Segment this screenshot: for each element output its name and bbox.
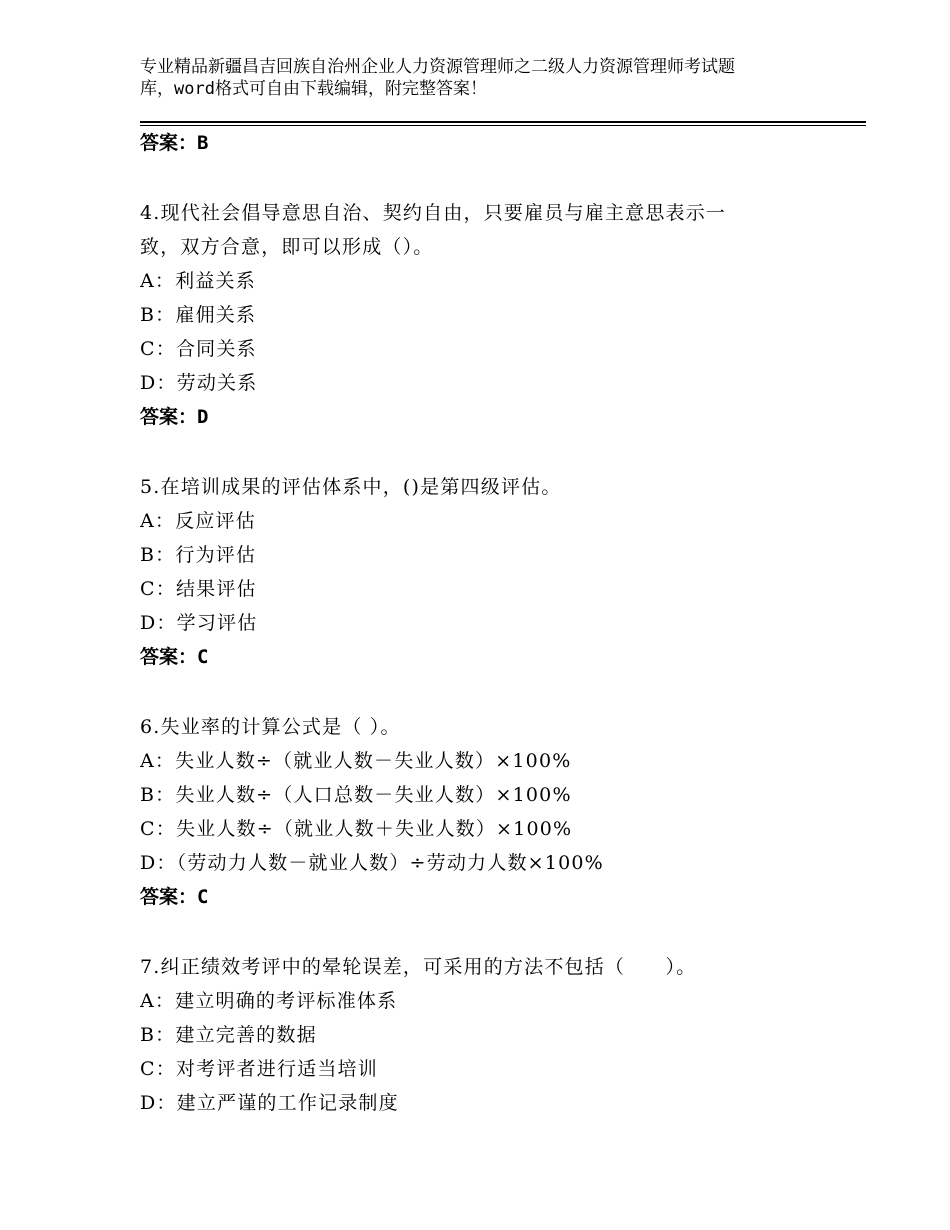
question-5-option-d: D：学习评估 — [140, 612, 258, 634]
question-5-option-a: A：反应评估 — [140, 510, 256, 532]
question-7-option-d: D：建立严谨的工作记录制度 — [140, 1092, 399, 1114]
question-5-answer: 答案：C — [140, 646, 209, 668]
header-line-2: 库，word格式可自由下载编辑，附完整答案！ — [140, 79, 487, 99]
question-5-option-b: B：行为评估 — [140, 544, 257, 566]
question-6-option-d: D：（劳动力人数－就业人数）÷劳动力人数×100% — [140, 852, 604, 874]
question-6-option-b: B：失业人数÷（人口总数－失业人数）×100% — [140, 784, 572, 806]
question-7-option-c: C：对考评者进行适当培训 — [140, 1058, 378, 1080]
question-4-option-a: A：利益关系 — [140, 270, 256, 292]
question-7-option-b: B：建立完善的数据 — [140, 1024, 317, 1046]
header-line-1: 专业精品新疆昌吉回族自治州企业人力资源管理师之二级人力资源管理师考试题 — [140, 57, 735, 77]
question-list — [140, 126, 840, 1120]
question-5-option-c: C：结果评估 — [140, 578, 257, 600]
question-7-option-a: A：建立明确的考评标准体系 — [140, 990, 398, 1012]
question-5 — [140, 470, 840, 674]
question-4-option-b: B：雇佣关系 — [140, 304, 257, 326]
question-4-answer: 答案：D — [140, 406, 209, 428]
question-4-stem-line-1: 4.现代社会倡导意思自治、契约自由，只要雇员与雇主意思表示一 — [140, 202, 727, 224]
spacer — [140, 160, 840, 196]
question-4-option-c: C：合同关系 — [140, 338, 257, 360]
question-6-option-c: C：失业人数÷（就业人数＋失业人数）×100% — [140, 818, 573, 840]
document-header — [140, 56, 840, 100]
question-6-option-a: A：失业人数÷（就业人数－失业人数）×100% — [140, 750, 572, 772]
question-7-stem-line-1: 7.纠正绩效考评中的晕轮误差，可采用的方法不包括（ ）。 — [140, 956, 697, 978]
question-4-option-d: D：劳动关系 — [140, 372, 258, 394]
question-4-stem-line-2: 致，双方合意，即可以形成（）。 — [140, 236, 434, 258]
question-6 — [140, 710, 840, 914]
question-4 — [140, 196, 840, 434]
previous-answer: 答案：B — [140, 132, 209, 154]
question-6-answer: 答案：C — [140, 886, 209, 908]
question-7 — [140, 950, 840, 1120]
spacer — [140, 674, 840, 710]
question-6-stem-line-1: 6.失业率的计算公式是（ ）。 — [140, 716, 401, 738]
spacer — [140, 434, 840, 470]
question-5-stem-line-1: 5.在培训成果的评估体系中，()是第四级评估。 — [140, 476, 562, 498]
spacer — [140, 914, 840, 950]
header-divider-thick — [140, 121, 866, 123]
